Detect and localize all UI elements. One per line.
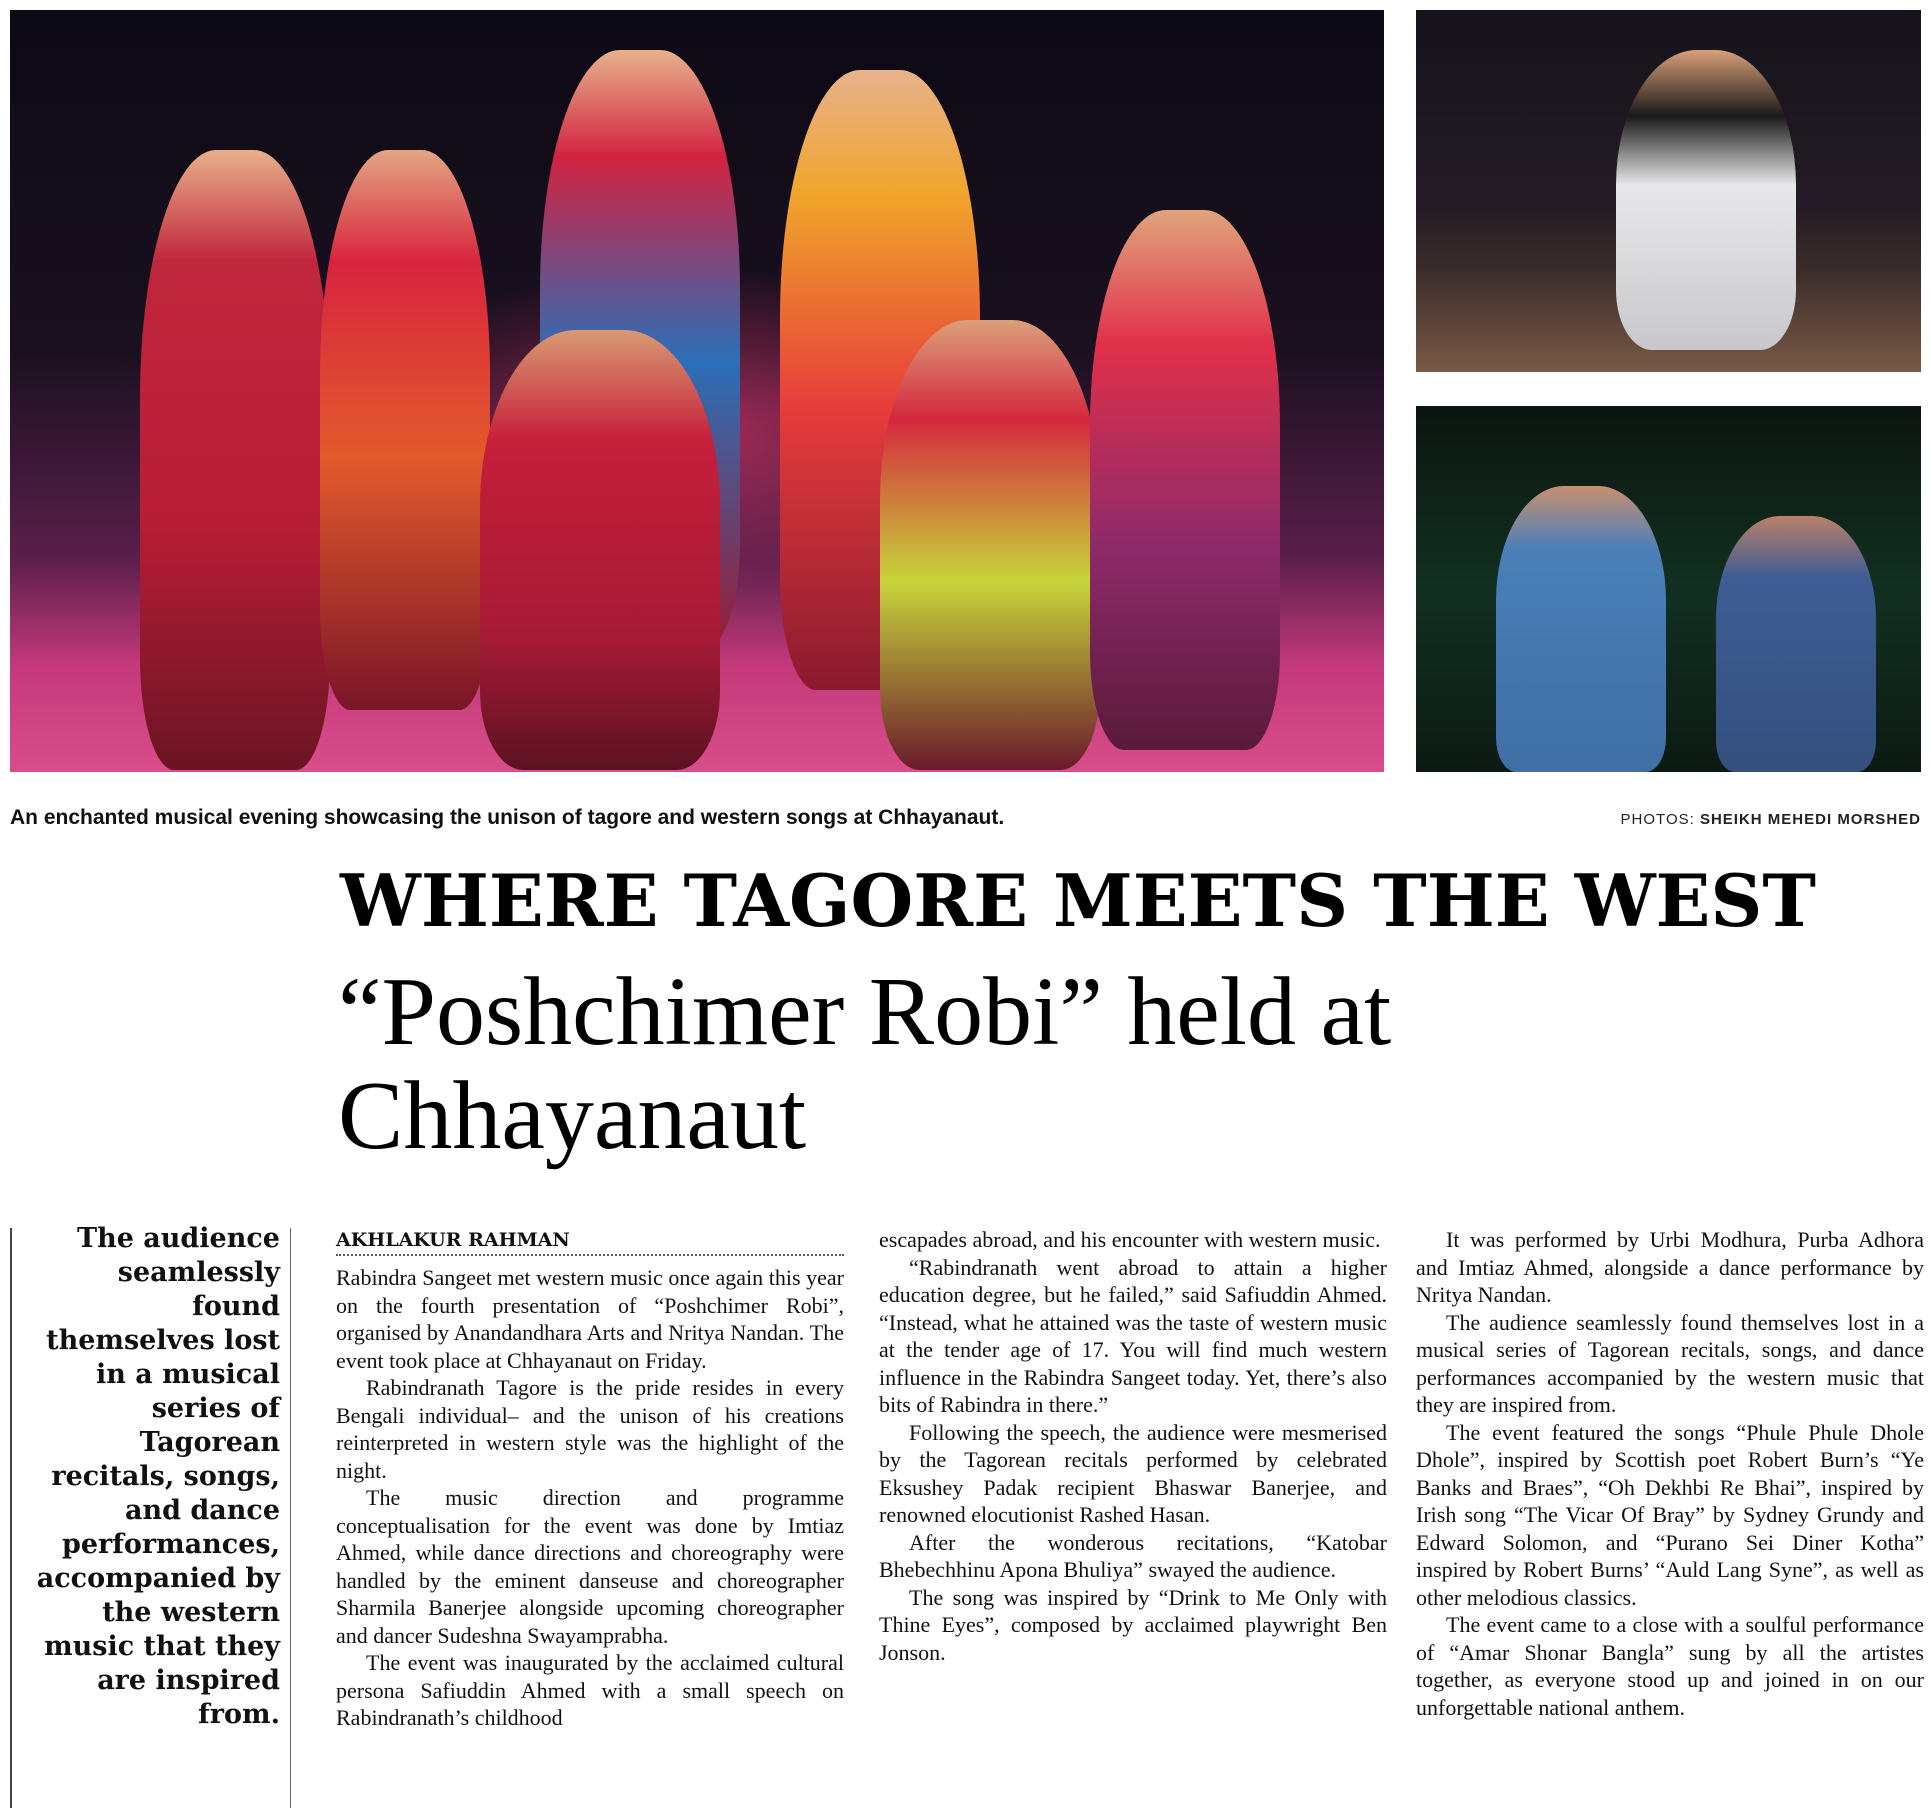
article-paragraph: The audience seamlessly found themselves lost in a musical series of Tagorean recitals, songs, and dance performances accompanied by the western music that they are inspired from.	[1416, 1309, 1924, 1417]
article-paragraph: The music direction and programme conceptualisation for the event was done by Imtiaz Ahmed, while dance directions and choreography were handled by the eminent danseuse and choreographer Sharmila Banerjee alongside upcoming choreographer and dancer Sudeshna Swayamprabha.	[336, 1485, 844, 1648]
article-paragraph: Rabindranath Tagore is the pride resides in every Bengali individual– and the unison of his creations reinterpreted in western style was the highlight of the night.	[336, 1375, 844, 1483]
dancer-figure	[1616, 50, 1796, 350]
dancer-figure	[320, 150, 490, 710]
photo-solo-dancer	[1416, 10, 1921, 372]
article-paragraph: The event was inaugurated by the acclaimed cultural persona Safiuddin Ahmed with a small speech on Rabindranath’s childhood	[336, 1650, 844, 1730]
photo-credit	[1621, 811, 1921, 828]
article-paragraph: Following the speech, the audience were mesmerised by the Tagorean recitals performed by celebrated Eksushey Padak recipient Bhaswar Banerjee, and renowned elocutionist Rashed Hasan.	[879, 1419, 1387, 1527]
article-paragraph: It was performed by Urbi Modhura, Purba Adhora and Imtiaz Ahmed, alongside a dance performance by Nritya Nandan.	[1416, 1227, 1924, 1307]
dancer-figure	[480, 330, 720, 770]
article-column-1	[336, 1226, 844, 1732]
kicker-heading: WHERE TAGORE MEETS THE WEST	[340, 858, 1816, 943]
article-column-3	[1416, 1226, 1924, 1721]
article-paragraph: Rabindra Sangeet met western music once again this year on the fourth presentation of “Poshchimer Robi”, organised by Anandandhara Arts and Nritya Nandan. The event took place at Chhayanaut on Friday.	[336, 1265, 844, 1373]
article-paragraph: escapades abroad, and his encounter with western music.	[879, 1227, 1381, 1252]
dancer-figure	[880, 320, 1100, 770]
photo-recital	[1416, 406, 1921, 772]
photo-caption: An enchanted musical evening showcasing the unison of tagore and western songs at Chhayanaut.	[10, 806, 1005, 829]
article-paragraph: “Rabindranath went abroad to attain a higher education degree, but he failed,” said Safiuddin Ahmed. “Instead, what he attained was the taste of western music at the tender age of 17. You will find much western influence in the Rabindra Sangeet today. Yet, there’s also bits of Rabindra in there.”	[879, 1254, 1387, 1417]
article-column-2	[879, 1226, 1387, 1666]
article-paragraph: After the wonderous recitations, “Katobar Bhebechhinu Apona Bhuliya” swayed the audience.	[879, 1529, 1387, 1582]
photo-credit-name: SHEIKH MEHEDI MORSHED	[1699, 811, 1921, 828]
article-paragraph: The event came to a close with a soulful performance of “Amar Shonar Bangla” sung by all the artistes together, as everyone stood up and joined in on our unforgettable national anthem.	[1416, 1612, 1924, 1720]
reciter-figure	[1716, 516, 1876, 772]
dancer-figure	[1090, 210, 1280, 750]
dancer-figure	[140, 150, 330, 770]
main-photo-dancers	[10, 10, 1384, 772]
headline: “Poshchimer Robi” held at Chhayanaut	[338, 958, 1392, 1170]
reciter-figure	[1496, 486, 1666, 772]
byline: AKHLAKUR RAHMAN	[336, 1226, 844, 1256]
column-divider	[290, 1228, 291, 1808]
pull-quote: The audience seamlessly found themselves lost in a musical series of Tagorean recitals, songs, and dance performances, accompanied by the western music that they are inspired from.	[36, 1223, 280, 1730]
pullquote-rule	[10, 1228, 12, 1808]
photo-credit-prefix: PHOTOS:	[1620, 811, 1695, 828]
article-paragraph: The song was inspired by “Drink to Me Only with Thine Eyes”, composed by acclaimed playwright Ben Jonson.	[879, 1584, 1387, 1665]
article-paragraph: The event featured the songs “Phule Phule Dhole Dhole”, inspired by Scottish poet Robert Burn’s “Ye Banks and Braes”, “Oh Dekhbi Re Bhai”, inspired by Irish song “The Vicar Of Bray” by Sydney Grundy and Edward Solomon, and “Purano Sei Diner Kotha” inspired by Robert Burns’ “Auld Lang Syne”, as well as other melodious classics.	[1416, 1419, 1924, 1610]
